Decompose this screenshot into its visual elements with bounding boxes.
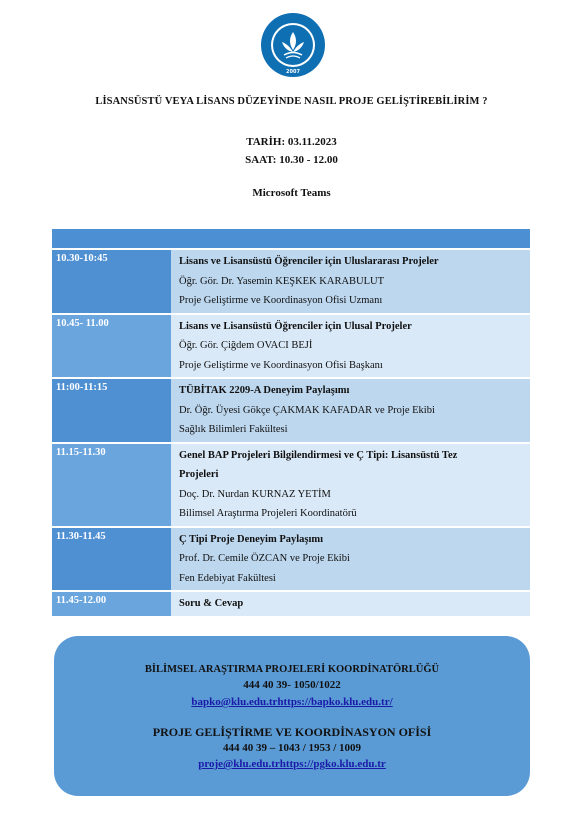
table-row xyxy=(52,592,530,616)
table-row xyxy=(52,379,530,442)
event-platform: Microsoft Teams xyxy=(252,187,331,199)
table-row xyxy=(52,528,530,591)
session-details xyxy=(173,315,530,378)
page-title: LİSANSÜSTÜ VEYA LİSANS DÜZEYİNDE NASIL PROJE GELİŞTİREBİLİRİM ? xyxy=(95,96,488,107)
session-info: Öğr. Gör. Dr. Yasemin KEŞKEK KARABULUT xyxy=(179,275,385,287)
session-info: Sağlık Bilimleri Fakültesi xyxy=(179,424,288,435)
session-time: 11.15-11.30 xyxy=(52,444,171,526)
office1-link[interactable]: bapko@klu.edu.trhttps://bapko.klu.edu.tr/ xyxy=(191,696,393,708)
contact-box xyxy=(54,636,530,796)
office2-name: PROJE GELİŞTİRME VE KOORDİNASYON OFİSİ xyxy=(152,725,432,739)
session-details xyxy=(173,379,530,442)
session-details xyxy=(173,444,530,526)
session-title: TÜBİTAK 2209-A Deneyim Paylaşımı xyxy=(179,385,350,396)
session-info: Proje Geliştirme ve Koordinasyon Ofisi Uzmanı xyxy=(179,295,383,306)
event-date: TARİH: 03.11.2023 xyxy=(246,136,337,148)
event-time: SAAT: 10.30 - 12.00 xyxy=(245,154,338,166)
session-title: Genel BAP Projeleri Bilgilendirmesi ve Ç Tipi: Lisansüstü Tez xyxy=(179,449,458,461)
session-details xyxy=(173,592,530,616)
session-details xyxy=(173,250,530,313)
schedule-table xyxy=(52,229,530,616)
session-time: 10.45- 11.00 xyxy=(52,315,171,378)
table-header-row xyxy=(52,229,530,248)
table-row xyxy=(52,315,530,378)
session-info: Proje Geliştirme ve Koordinasyon Ofisi Başkanı xyxy=(179,359,383,371)
session-title: Lisans ve Lisansüstü Öğrenciler için Ulusal Projeler xyxy=(179,320,412,332)
session-info: Fen Edebiyat Fakültesi xyxy=(179,572,276,584)
session-time: 11:00-11:15 xyxy=(52,379,171,442)
session-details xyxy=(173,528,530,591)
session-time: 10.30-10:45 xyxy=(52,250,171,313)
university-logo xyxy=(260,12,326,78)
session-title: Lisans ve Lisansüstü Öğrenciler için Uluslararası Projeler xyxy=(179,256,439,267)
session-title: Soru & Cevap xyxy=(179,598,244,609)
session-time: 11.30-11.45 xyxy=(52,528,171,591)
office2-link[interactable]: proje@klu.edu.trhttps://pgko.klu.edu.tr xyxy=(198,758,386,770)
session-title: Projeleri xyxy=(179,469,219,480)
session-title: Ç Tipi Proje Deneyim Paylaşımı xyxy=(179,533,324,545)
session-info: Öğr. Gör. Çiğdem OVACI BEJİ xyxy=(179,340,313,351)
svg-text:2007: 2007 xyxy=(286,69,300,75)
table-row xyxy=(52,250,530,313)
session-time: 11.45-12.00 xyxy=(52,592,171,616)
session-info: Prof. Dr. Cemile ÖZCAN ve Proje Ekibi xyxy=(179,553,350,564)
office1-name: BİLİMSEL ARAŞTIRMA PROJELERİ KOORDİNATÖRLÜĞÜ xyxy=(144,664,440,675)
session-info: Dr. Öğr. Üyesi Gökçe ÇAKMAK KAFADAR ve Proje Ekibi xyxy=(179,404,435,416)
session-info: Bilimsel Araştırma Projeleri Koordinatörü xyxy=(179,508,357,519)
office2-phone: 444 40 39 – 1043 / 1953 / 1009 xyxy=(222,742,362,754)
session-info: Doç. Dr. Nurdan KURNAZ YETİM xyxy=(179,488,331,500)
table-row xyxy=(52,444,530,526)
office1-phone: 444 40 39- 1050/1022 xyxy=(243,679,341,691)
